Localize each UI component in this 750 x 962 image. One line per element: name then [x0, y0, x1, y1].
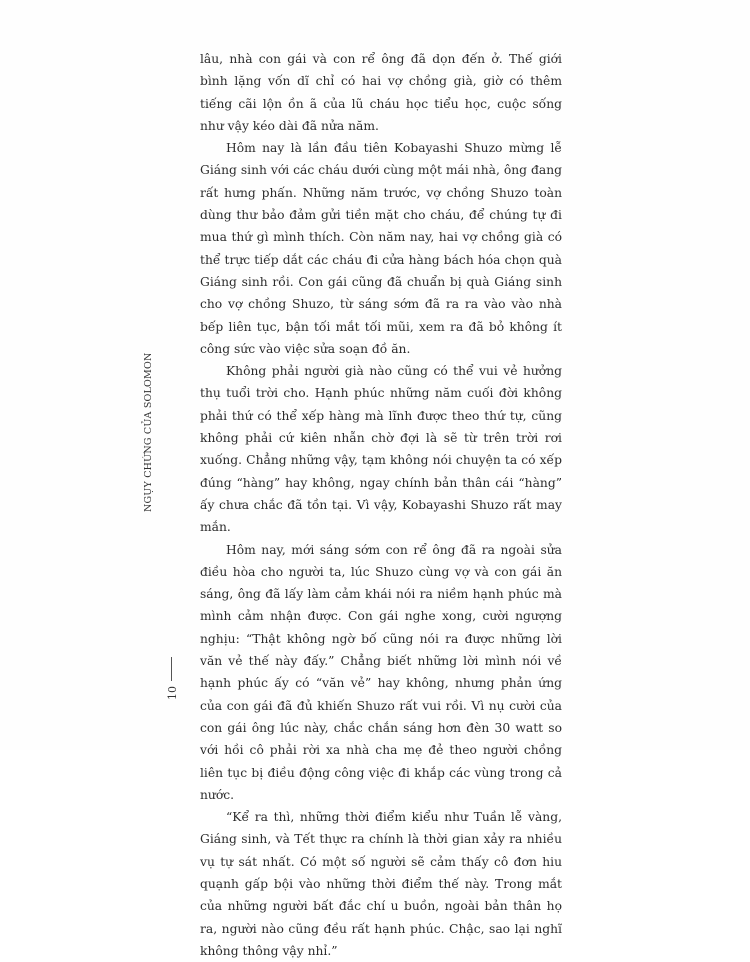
title-divider — [171, 657, 172, 681]
running-title: NGỤY CHỨNG CỦA SOLOMON — [143, 352, 154, 512]
body-text — [200, 48, 562, 962]
page-number: 10 — [166, 686, 179, 700]
paragraph-1: lâu, nhà con gái và con rể ông đã dọn đến ở. Thế giới bình lặng vốn dĩ chỉ có hai vợ chồng già, giờ có thêm tiếng cãi lộn ồn ã của lũ cháu học tiểu học, cuộc sống như vậy kéo dài đã nửa năm. — [200, 52, 562, 133]
paragraph-2: Hôm nay là lần đầu tiên Kobayashi Shuzo mừng lễ Giáng sinh với các cháu dưới cùng một mái nhà, ông đang rất hưng phấn. Những năm trước, vợ chồng Shuzo toàn dùng thư bảo đảm gửi tiền mặt cho cháu, để chúng tự đi mua thứ gì mình thích. Còn năm nay, hai vợ chồng già có thể trực tiếp dắt các cháu đi cửa hàng bách hóa chọn quà Giáng sinh rồi. Con gái cũng đã chuẩn bị quà Giáng sinh cho vợ chồng Shuzo, từ sáng sớm đã ra ra vào vào nhà bếp liên tục, bận tối mắt tối mũi, xem ra đã bỏ không ít công sức vào việc sửa soạn đồ ăn. — [200, 141, 562, 356]
paragraph-4: Hôm nay, mới sáng sớm con rể ông đã ra ngoài sửa điều hòa cho người ta, lúc Shuzo cùng vợ và con gái ăn sáng, ông đã lấy làm cảm khái nói ra niềm hạnh phúc mà mình cảm nhận được. Con gái nghe xong, cười ngượng nghịu: “Thật không ngờ bố cũng nói ra được những lời văn vẻ thế này đấy.” Chẳng biết những lời mình nói về hạnh phúc ấy có “văn vẻ” hay không, nhưng phản ứng của con gái đã đủ khiến Shuzo rất vui rồi. Vì nụ cười của con gái ông lúc này, chắc chắn sáng hơn đèn 30 watt so với hồi cô phải rời xa nhà cha mẹ đẻ theo người chồng liên tục bị điều động công việc đi khắp các vùng trong cả nước. — [200, 542, 562, 802]
paragraph-5: “Kể ra thì, những thời điểm kiểu như Tuần lễ vàng, Giáng sinh, và Tết thực ra chính là thời gian xảy ra nhiều vụ tự sát nhất. Có một số người sẽ cảm thấy cô đơn hiu quạnh gấp bội vào những thời điểm thế này. Trong mắt của những người bất đắc chí u buồn, ngoài bản thân họ ra, người nào cũng đều rất hạnh phúc. Chậc, sao lại nghĩ không thông vậy nhỉ.” — [200, 810, 562, 958]
paragraph-3: Không phải người già nào cũng có thể vui vẻ hưởng thụ tuổi trời cho. Hạnh phúc những năm cuối đời không phải thứ có thể xếp hàng mà lĩnh được theo thứ tự, cũng không phải cứ kiên nhẫn chờ đợi là sẽ từ trên trời rơi xuống. Chẳng những vậy, tạm không nói chuyện ta có xếp đúng “hàng” hay không, ngay chính bản thân cái “hàng” ấy chưa chắc đã tồn tại. Vì vậy, Kobayashi Shuzo rất may mắn. — [200, 364, 562, 535]
